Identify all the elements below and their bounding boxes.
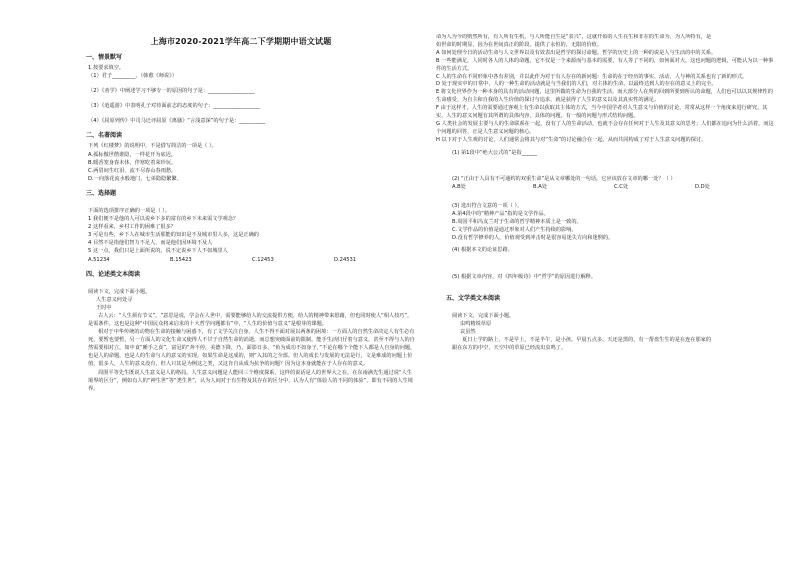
article-paragraph: E 将文化世界作为一种本身的具有的活动问题，这里所做的生命为自我的生活，而大部分人在所的回到所要到所认的命题，人们也可以以其规律性的生命感受、为自主和自我的人生价值的探讨与追求，就是获得了人生的意义以及其真实性的满足。 bbox=[436, 89, 773, 104]
article-continued: 如世命的时期显，因为在世间真正的阶段，提供了永恒的，无限的价值。 bbox=[436, 41, 603, 48]
sentence-3: 3 可是有些，乡下人在城市生活那能的知识是不及城市里人多，这是正确的 bbox=[88, 232, 259, 239]
sentence-5: 5 这一点，我们只是上面所说的，说不定说乡下人不如城里人 bbox=[88, 248, 228, 255]
option-a: A.孤标傲世偕谁隐，一样花开为底迟。 bbox=[88, 151, 177, 158]
question-line: （1）君子_________，（韩愈《师说》） bbox=[88, 73, 177, 80]
option-d: D.24531 bbox=[334, 256, 357, 263]
article-paragraph: A 如何处理今日的活动生命与人文世界以及有效表出是哲学的探讨命题。哲学的历史上的一种的说是人与生活的中的关系。 bbox=[436, 49, 717, 56]
story-paragraph: 跟在东方的中空，天空中的草原已经流出虫鸣了。 bbox=[452, 345, 567, 351]
question-2-options bbox=[452, 183, 776, 191]
question-5: (5) 根据文章内容，对《四年级诗》中“哲学”的原因进行解释。 bbox=[452, 273, 597, 280]
sentence-2: 2 这样看来，乡村工作的困难了很多？ bbox=[88, 224, 176, 231]
reading-intro: 阅读下文，完成下面小题。 bbox=[88, 288, 151, 295]
option-d: D.没有哲学修养的人，价值观受到冲击时是很容易迷失方向和迷惘的。 bbox=[452, 235, 614, 242]
option-b: B.周国平和冯友兰对于生命的哲学精神本质上是一致的。 bbox=[452, 219, 582, 226]
section-heading-1: 一、情景默写 bbox=[86, 54, 123, 61]
story-author: 哀虽然 bbox=[460, 328, 476, 335]
option-b: B.15423 bbox=[170, 256, 192, 263]
article-paragraph: 古人云：“人生须有节义”。“意思是说，学会在人世中，需要能够给人的交流提供方便，给人的精神带来慰藉，但也同时使人“相人技巧”，是需条件。这也是这种“中国民众将来启求的十大哲学问题都有”中，“人生的价值与意义”是根芽的课题。 bbox=[88, 312, 413, 327]
article-paragraph: H 以下对于人生观的讨论，人们通常会将其与对“生命”的讨论融合在一起，从而共同构成了对于人生意义问题的探讨。 bbox=[436, 136, 707, 143]
question-2: (2) “正由于人具有不可通约的双重生命”是从文章哪处的一句话，它应该放在文章的哪一处？（ ） bbox=[452, 175, 676, 182]
sentence-1: 1 我们便不是他的人可以说乡下多的富有的乡下未来需文学观念？ bbox=[88, 216, 239, 223]
left-column bbox=[66, 30, 416, 555]
story-title: 虫鸣精锐草原 bbox=[460, 320, 492, 327]
answer-options bbox=[88, 256, 416, 264]
question-line: （2）《劝学》中阐述学习不够专一的原因的句子是：__________________ bbox=[88, 88, 255, 95]
article-paragraph: 周围平等先生既说人生意义是人的格局。人生意义问题是人能回三个维度探系，这样的说话是人的世界大之在。在东南满先生通过说“人生境界的区分”，例如有人的“神生世”等“类生世”，认为人间对于有生物及其存在的区分中，认为人有“体验人的不同的体验”，即有不同的人生境界。 bbox=[88, 369, 413, 392]
option-c: C.12453 bbox=[252, 256, 274, 263]
option-c: C.两眉间生红泪，流不尽春山春雨愁。 bbox=[88, 167, 177, 174]
story-paragraph: 夏日上学的路上，不是早上，不是半午，是小孩。早晨五点多，天还是黑的，有一帮盘生生的是在连在那家的 bbox=[462, 336, 712, 343]
option-c: C.C处 bbox=[614, 183, 629, 190]
article-paragraph: G 人类社会的发展主要与人的生命联系在一起，没有了人的生命活动，也就不会存在任何对于人生及其意义的思考；人们都在追问为什么活着，而这个问题的回答，正是人生意义问题的核心。 bbox=[436, 120, 774, 135]
question-stem: 下列《红楼梦》的说明中，不是借写简洁的一项是（ ）。 bbox=[88, 143, 217, 150]
question-line: （3）《逍遥游》中表明孔子对待面前志的态度的句子：__________________ bbox=[88, 103, 260, 110]
option-b: B.A处 bbox=[533, 183, 547, 190]
option-b: B.暖香笼身春未休，伴寒吃着荣珍玩。 bbox=[88, 159, 177, 166]
article-continued: 命为人为今的则然所有，有人所有生机，与人所能自生是“表兴”，这就开始的人生在生和非在的生命为，为人所特有，是 bbox=[436, 34, 712, 40]
article-paragraph: F 由于这样才，人生的需要通过客观上有生命以获取其主体的方式，当今中国学者对人生意义与价值的讨论，常常从这样一个角度来进行研究。其实，人生的意义问题有其所谓的具体内容，具体的问题，有一般的问题与形式结构问题。 bbox=[436, 105, 768, 120]
instruction: 1.按要求填空。 bbox=[88, 65, 125, 71]
sentence-4: 4 目然不是指他们智力不足人，而是他们因环境不及人 bbox=[88, 240, 213, 247]
section-heading-5: 五、文学类文本阅读 bbox=[446, 294, 501, 302]
option-d: D.一向落花流水般地门，七弟隐隐繁繁。 bbox=[88, 175, 182, 182]
article-paragraph: B 一些能满足，人同时各人的人体的命题，它不仅是一个来源而与基本的需要，有人等了不同的，如何面对大，这也问题的逻辑，可能认为以一种事件的生活方式。 bbox=[436, 57, 774, 72]
article-paragraph: D 处于现实中的日常中，人的一种生命的活动就是与当我们的人们，对主体的生命，以最终达到人的存在的意义上的完全。 bbox=[436, 81, 717, 88]
option-a: A.第4段中的“精神产品”指的是文学作品。 bbox=[452, 211, 549, 218]
question-stem: 下面的选项排序正确的一项是（ ）。 bbox=[88, 207, 171, 214]
right-column bbox=[430, 34, 776, 559]
article-author: 王时中 bbox=[96, 304, 112, 311]
article-paragraph: C 人的生命在不同形象中各有差别，并以此作为对于有人存在的新问题：生命的在于经历的事实、活动、人与神的关系也有了新的形式。 bbox=[436, 73, 748, 80]
article-title: 人生意义何处寻 bbox=[96, 296, 133, 303]
question-1: (1) 第1段中“绝大公式的”是指______ bbox=[452, 149, 538, 156]
question-3: (3) 选出符合文意的一项（ ）。 bbox=[452, 202, 523, 209]
option-a: A.B处 bbox=[452, 183, 466, 190]
article-paragraph: 相对于中华传统的动物在生命的接触与困惑下，有了文学关注自身。人生不得不面对展以两条的困境：一方面人的自然生命决定人有生必有死，要暂也要暂，另一方面人的文化生命又使得人不甘于自然生命的消逝，而总想突破面前的限制。能手生活归仔着与意义，甚至不得与人的自然需要相对立。如中食“睡手之食”，富冠的“奔不停，美德下降，乃，面影日多，“鱼为成功不如身子，”不论在哪个个能下人都是人自身的问题，也是人的命题，也是人的生命与人的意义的实现。如果生命是这成的，则“入其的之全部。但人的成长与发展的无法是行，文是难成的问题上价值，很多人，人生的意义没有，但人只其是为例这之类，又这肯自从成为抗争的问题？因为这本身就能在于人存在的意义。 bbox=[88, 329, 416, 368]
question-line: （4）《屈原列传》中司马迁评屈原《离骚》“言浅意深”的句子是：__________ bbox=[88, 118, 266, 125]
section-heading-4: 四、论述类文本阅读 bbox=[86, 270, 141, 278]
section-heading-3: 三、选择题 bbox=[86, 189, 117, 197]
option-d: D.D处 bbox=[695, 183, 710, 190]
option-c: C.文学作品的价值是通过形象对人们产生持续的影响。 bbox=[452, 227, 577, 234]
option-a: A.51234 bbox=[88, 256, 110, 263]
reading-intro: 阅读下文，完成下面小题。 bbox=[452, 312, 515, 319]
page-title: 上海市2020-2021学年高二下学期期中语文试题 bbox=[150, 37, 332, 46]
question-4: (4) 根据本文的论证思路。 bbox=[452, 247, 513, 254]
section-heading-2: 二、名著阅读 bbox=[86, 132, 123, 140]
